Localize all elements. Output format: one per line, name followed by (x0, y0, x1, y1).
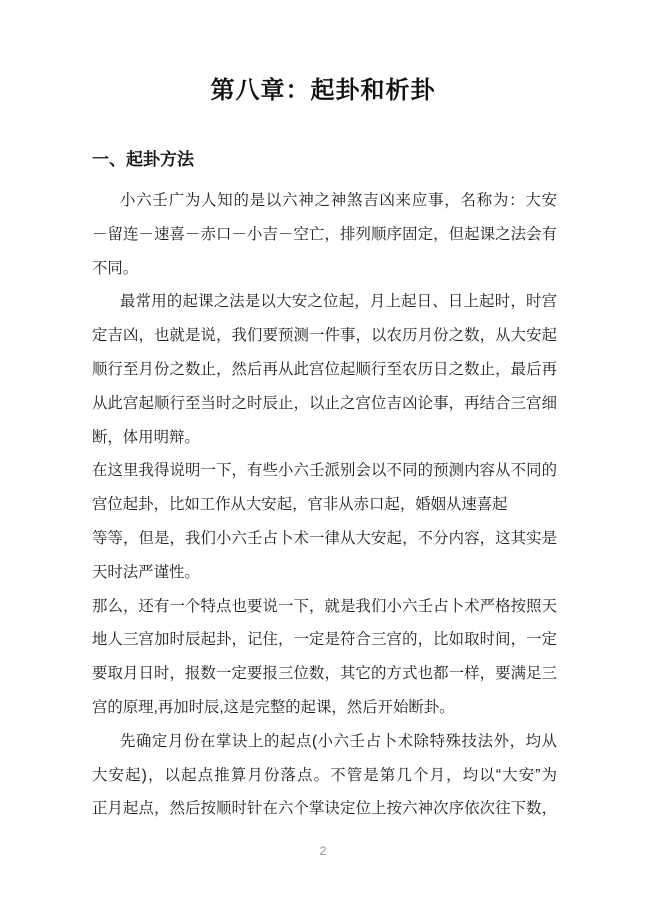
text-line: 小六壬广为人知的是以六神之神煞吉凶来应事，名称为：大安 (120, 192, 557, 209)
text-line: 大安起)，以起点推算月份落点。不管是第几个月，均以“大安”为 (92, 766, 557, 784)
text-line: 从此宫起顺行至当时之时辰止，以止之宫位吉凶论事，再结合三宫细 (92, 394, 557, 412)
text-line: 等等，但是，我们小六壬占卜术一律从大安起，不分内容，这其实是 (92, 529, 557, 547)
text-line: －留连－速喜－赤口－小吉－空亡，排列顺序固定，但起课之法会有 (92, 225, 557, 243)
text-line: 顺行至月份之数止，然后再从此宫位起顺行至农历日之数止，最后再 (92, 360, 557, 378)
text-line: 宫位起卦，比如工作从大安起，官非从赤口起，婚姻从速喜起 (92, 496, 508, 514)
chapter-title: 第八章：起卦和析卦 (210, 77, 436, 104)
text-line: 先确定月份在掌诀上的起点(小六壬占卜术除特殊技法外，均从 (120, 732, 557, 750)
body-text (92, 184, 557, 826)
text-line: 在这里我得说明一下，有些小六壬派别会以不同的预测内容从不同的 (92, 462, 557, 480)
section-heading: 一、起卦方法 (92, 150, 194, 169)
text-line: 正月起点，然后按顺时针在六个掌诀定位上按六神次序依次往下数， (92, 800, 557, 818)
text-line: 最常用的起课之法是以大安之位起，月上起日、日上起时，时宫 (120, 293, 557, 311)
text-line: 天时法严谨性。 (92, 563, 200, 581)
text-line: 要取月日时，报数一定要报三位数，其它的方式也都一样，要满足三 (92, 665, 557, 683)
text-line: 宫的原理,再加时辰,这是完整的起课，然后开始断卦。 (92, 698, 455, 716)
text-line: 断，体用明辩。 (92, 428, 200, 446)
page-number: 2 (319, 844, 327, 858)
text-line: 定吉凶，也就是说，我们要预测一件事，以农历月份之数，从大安起 (92, 327, 557, 345)
text-line: 那么，还有一个特点也要说一下，就是我们小六壬占卜术严格按照天 (92, 597, 557, 615)
text-line: 不同。 (92, 259, 139, 277)
text-line: 地人三宫加时辰起卦，记住，一定是符合三宫的，比如取时间，一定 (92, 631, 557, 649)
